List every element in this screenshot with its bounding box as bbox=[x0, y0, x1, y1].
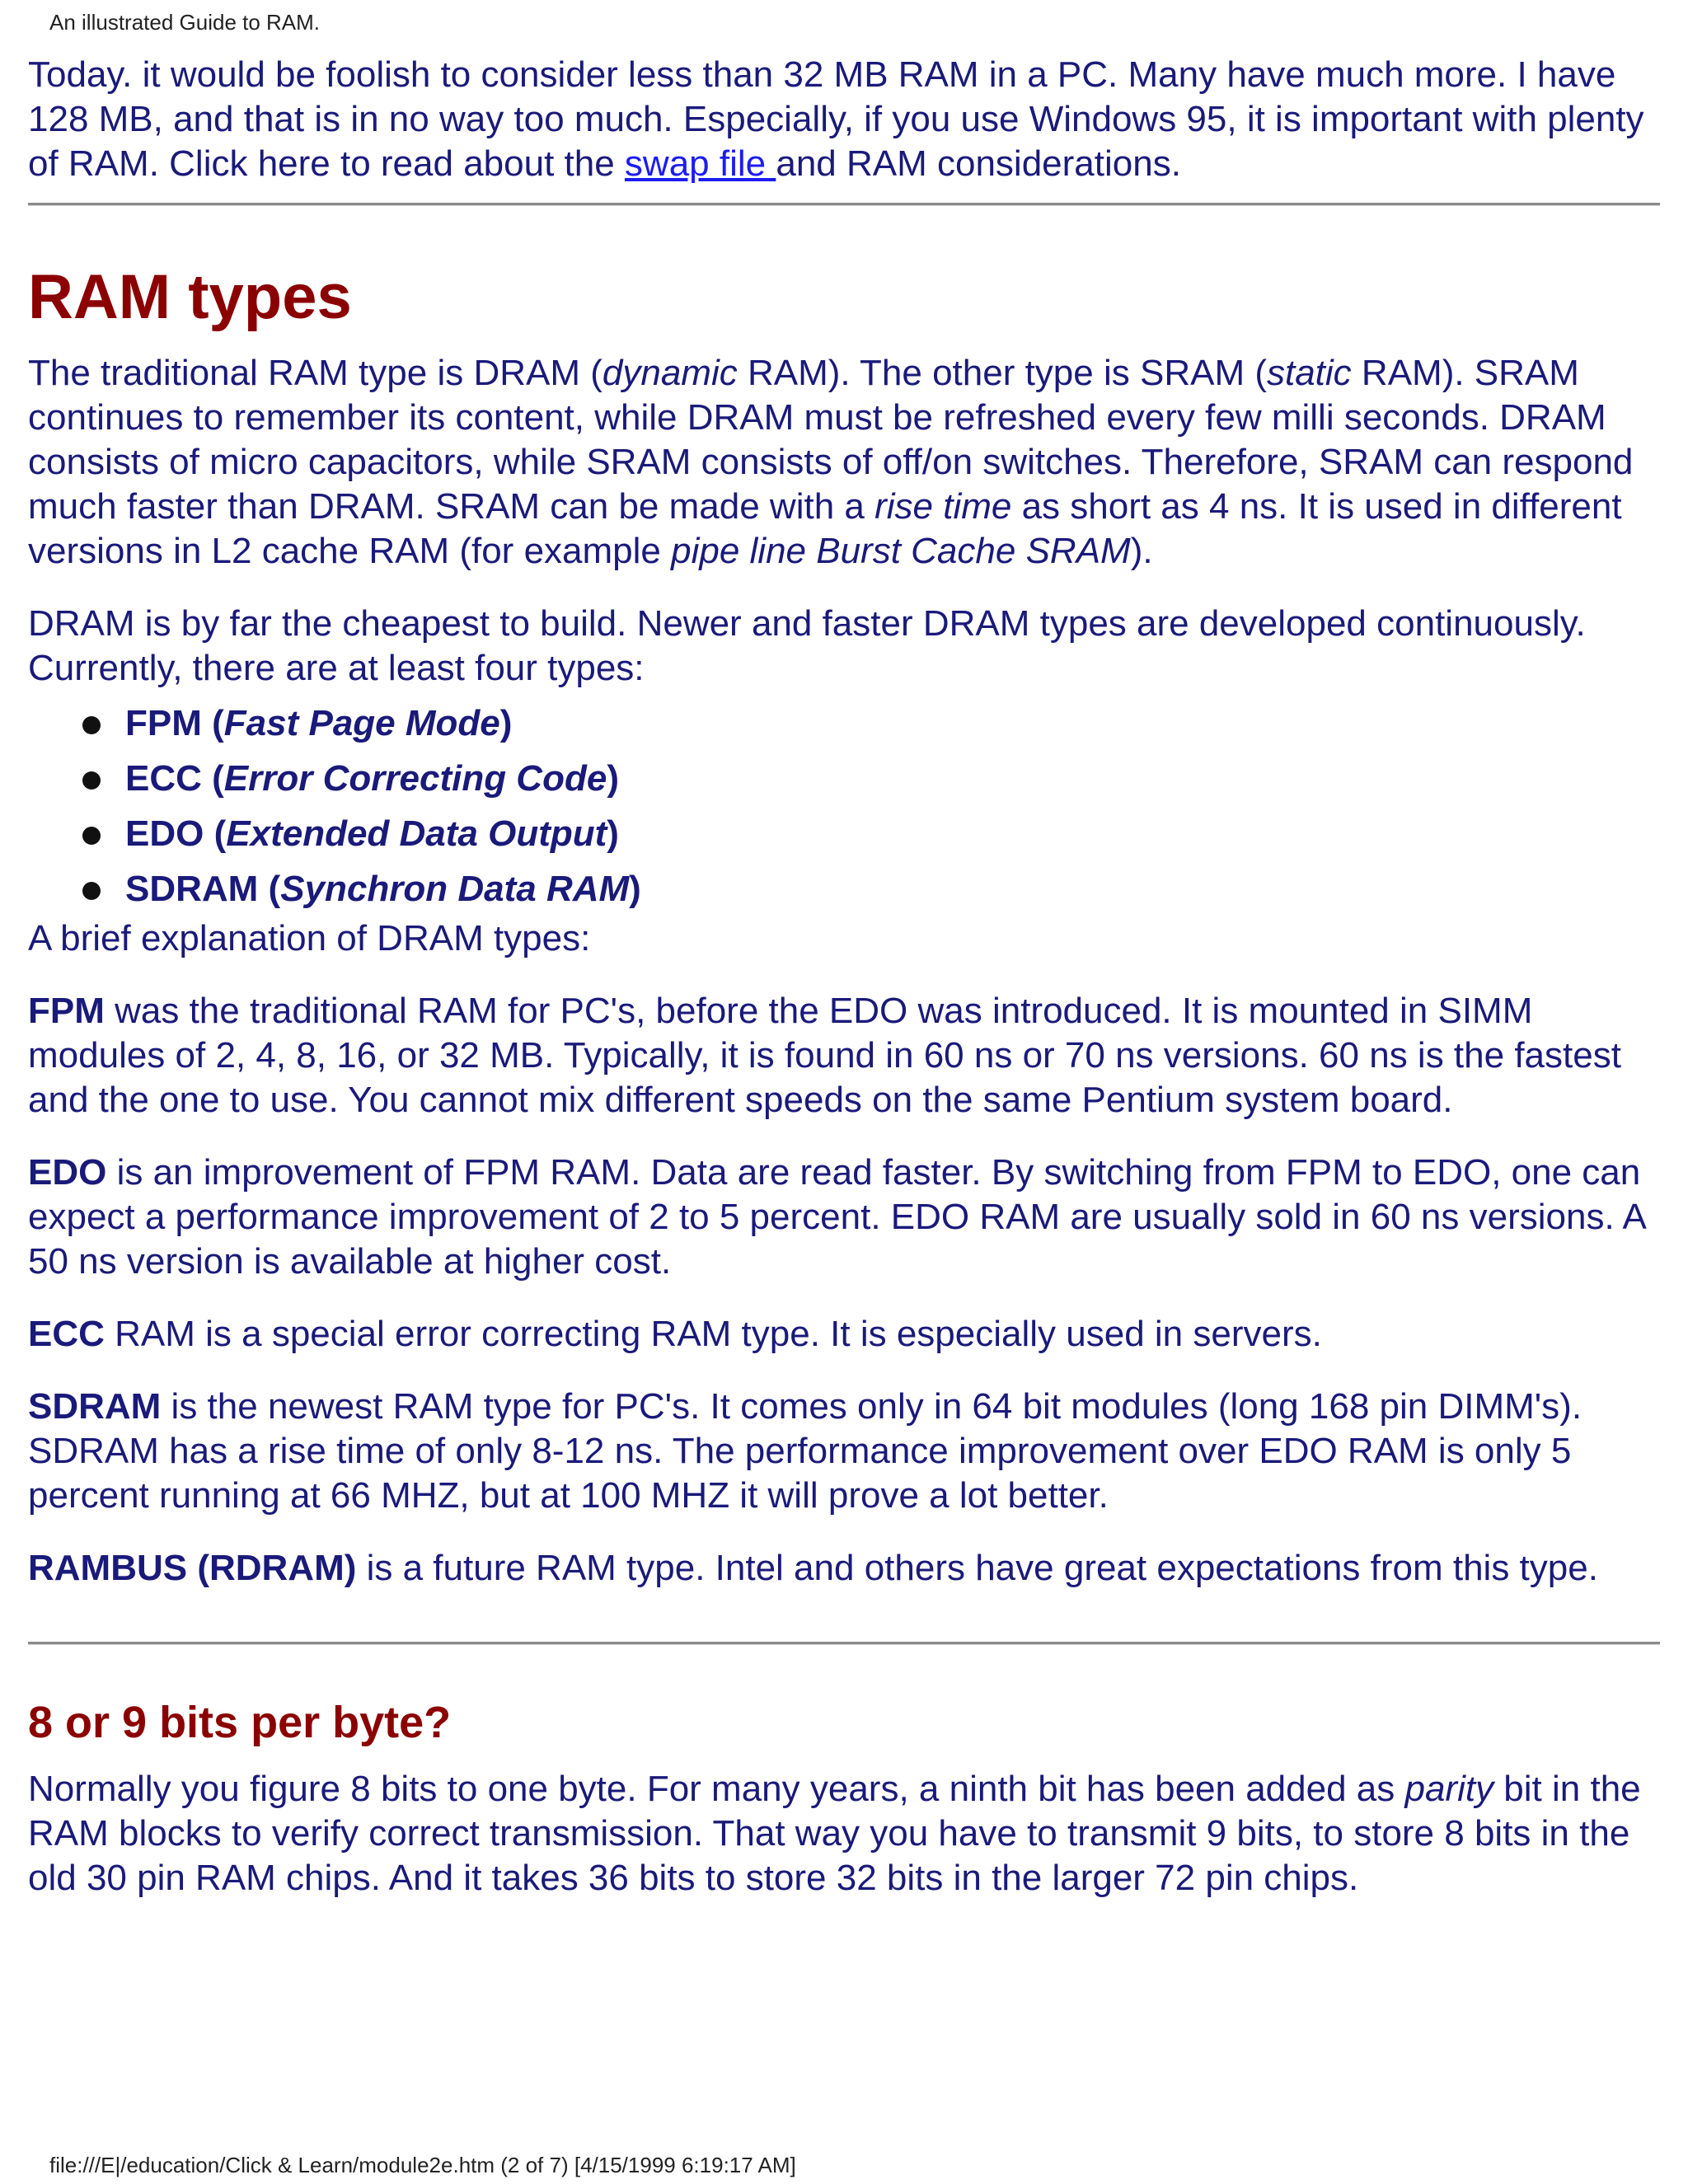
fpm-paragraph bbox=[28, 989, 1660, 1122]
text-run: Normally you figure 8 bits to one byte. For many years, a ninth bit has been added as bbox=[28, 1769, 1405, 1809]
paren-open: ( bbox=[201, 703, 224, 743]
type-abbr: EDO bbox=[125, 813, 204, 854]
text-run: was the traditional RAM for PC's, before the EDO was introduced. It is mounted in SIMM modules of 2, 4, 8, 16, or 32 MB. Typically, it is found in 60 ns or 70 ns versions. 60 ns is the fastest and the one to use. You cannot mix different speeds on the same Pentium system board. bbox=[28, 991, 1621, 1120]
intro-text-end: and RAM considerations. bbox=[776, 143, 1181, 184]
bits-per-byte-heading: 8 or 9 bits per byte? bbox=[28, 1698, 452, 1747]
type-full-name: Fast Page Mode bbox=[223, 703, 500, 743]
text-run: is an improvement of FPM RAM. Data are read faster. By switching from FPM to EDO, one can expect a performance improvement of 2 to 5 percent. EDO RAM are usually sold in 60 ns versions. A 50 ns version is available at higher cost. bbox=[28, 1152, 1645, 1282]
text-run-italic: static bbox=[1266, 353, 1352, 393]
text-run: The traditional RAM type is DRAM ( bbox=[28, 353, 603, 393]
divider bbox=[28, 203, 1660, 206]
term-ecc: ECC bbox=[28, 1314, 105, 1354]
print-header: An illustrated Guide to RAM. bbox=[49, 10, 321, 35]
term-sdram: SDRAM bbox=[28, 1386, 162, 1427]
text-run: bit in the RAM blocks to verify correct transmission. That way you have to transmit 9 bits, to store 8 bits in the old 30 pin RAM chips. And it takes 36 bits to store 32 bits in the larger 72 pin chips. bbox=[28, 1769, 1641, 1898]
list-item-fpm bbox=[82, 696, 1660, 751]
dram-paragraph: DRAM is by far the cheapest to build. Newer and faster DRAM types are developed continuously. Currently, there are at least four types: bbox=[28, 603, 1586, 688]
paren-close: ) bbox=[607, 758, 619, 799]
bullet-icon bbox=[82, 882, 101, 900]
edo-paragraph bbox=[28, 1151, 1660, 1284]
swap-file-link[interactable]: swap file bbox=[624, 143, 776, 184]
text-run-italic: dynamic bbox=[602, 353, 738, 393]
bullet-icon bbox=[82, 716, 101, 734]
paren-open: ( bbox=[201, 758, 224, 799]
text-run-italic: rise time bbox=[874, 486, 1012, 527]
ecc-paragraph bbox=[28, 1312, 1660, 1357]
sram-dram-paragraph bbox=[28, 351, 1660, 574]
text-run-italic: parity bbox=[1404, 1769, 1494, 1809]
list-item-ecc bbox=[82, 751, 1660, 806]
paren-close: ) bbox=[607, 813, 619, 854]
brief-explanation: A brief explanation of DRAM types: bbox=[28, 918, 591, 958]
type-full-name: Extended Data Output bbox=[226, 813, 607, 854]
ram-types-heading: RAM types bbox=[28, 262, 352, 332]
type-full-name: Error Correcting Code bbox=[223, 758, 607, 799]
text-run: RAM is a special error correcting RAM type. It is especially used in servers. bbox=[104, 1314, 1322, 1354]
print-footer: file:///E|/education/Click & Learn/module2e.htm (2 of 7) [4/15/1999 6:19:17 AM] bbox=[49, 2153, 796, 2177]
rambus-paragraph bbox=[28, 1546, 1660, 1591]
text-run: RAM). The other type is SRAM ( bbox=[737, 353, 1267, 393]
intro-text: Today. it would be foolish to consider less than 32 MB RAM in a PC. Many have much more. I have 128 MB, and that is in no way too much. Especially, if you use Windows 95, it is important with plenty of RAM. Click here to read about the bbox=[28, 54, 1644, 184]
list-item-edo bbox=[82, 806, 1660, 861]
text-run: ). bbox=[1130, 531, 1153, 571]
term-rambus: RAMBUS (RDRAM) bbox=[28, 1548, 357, 1588]
text-run: is the newest RAM type for PC's. It comes only in 64 bit modules (long 168 pin DIMM's). SDRAM has a rise time of only 8-12 ns. The performance improvement over EDO RAM is only 5 percent running at 66 MHZ, but at 100 MHZ it will prove a lot better. bbox=[28, 1386, 1582, 1516]
text-run-italic: pipe line Burst Cache SRAM bbox=[671, 531, 1131, 571]
type-abbr: ECC bbox=[125, 758, 202, 799]
paren-open: ( bbox=[204, 813, 227, 854]
dram-types-list bbox=[28, 696, 1660, 916]
term-fpm: FPM bbox=[28, 991, 105, 1031]
paren-close: ) bbox=[499, 703, 513, 743]
bullet-icon bbox=[82, 771, 101, 790]
type-abbr: FPM bbox=[125, 703, 202, 743]
text-run: is a future RAM type. Intel and others have great expectations from this type. bbox=[356, 1548, 1598, 1588]
paren-close: ) bbox=[629, 869, 641, 909]
sdram-paragraph bbox=[28, 1385, 1660, 1518]
bullet-icon bbox=[82, 827, 101, 845]
intro-paragraph bbox=[28, 53, 1660, 186]
paren-open: ( bbox=[258, 869, 281, 909]
divider bbox=[28, 1642, 1660, 1645]
type-full-name: Synchron Data RAM bbox=[280, 869, 630, 909]
text-run: RAM). SRAM continues to remember its content, while DRAM must be refreshed every few milli seconds. DRAM consists of micro capacitors, while SRAM consists of off/on switches. Therefore, SRAM can respond much faster than DRAM. SRAM can be made with a bbox=[28, 353, 1634, 527]
type-abbr: SDRAM bbox=[125, 869, 259, 909]
page-content bbox=[28, 53, 1660, 1900]
parity-paragraph bbox=[28, 1767, 1660, 1900]
text-run: as short as 4 ns. It is used in different versions in L2 cache RAM (for example bbox=[28, 486, 1622, 571]
list-item-sdram bbox=[82, 861, 1660, 916]
term-edo: EDO bbox=[28, 1152, 107, 1193]
